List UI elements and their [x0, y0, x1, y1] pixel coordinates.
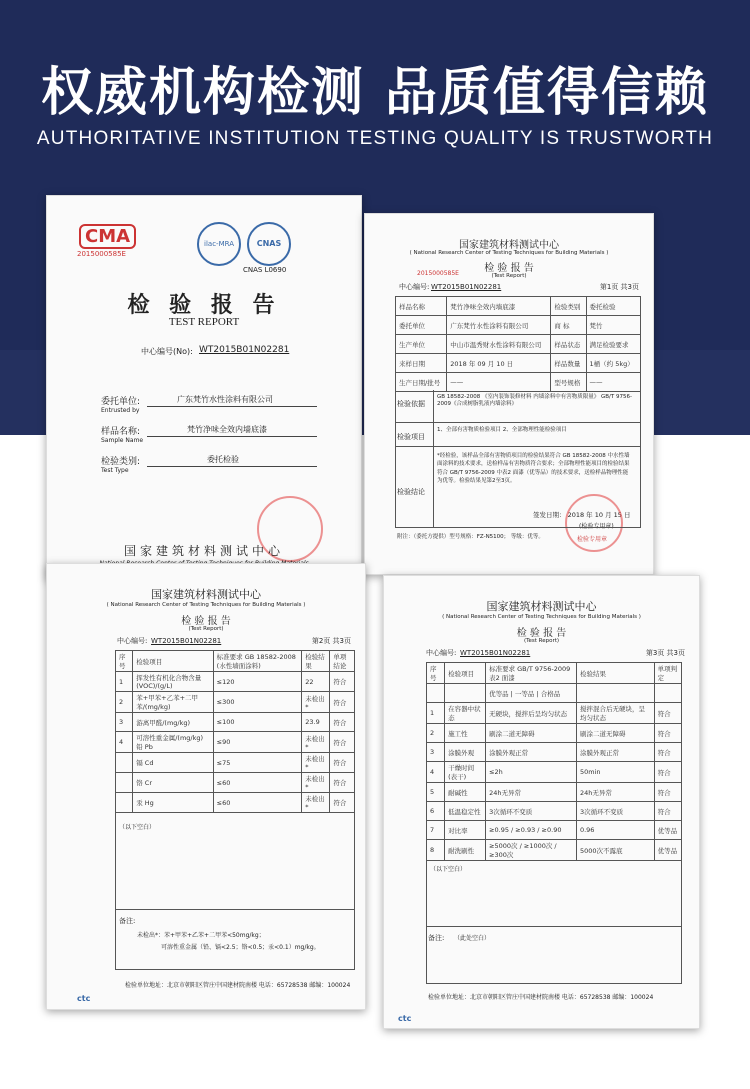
table-cell: 标准要求 GB 18582-2008 (水性墙面涂料) [213, 651, 302, 672]
p3-page: 第3页 共3页 [645, 649, 685, 657]
table-cell: 4 [116, 732, 133, 753]
table-cell: 检验项目 [445, 663, 486, 684]
center-no-label: 中心编号(No): [141, 347, 193, 356]
sample-value: 梵竹净味全效内墙底漆 [187, 425, 267, 434]
table-cell: 施工性 [445, 724, 486, 743]
table-row [396, 297, 641, 316]
table-cell: 样品状态 [551, 335, 586, 354]
cover-title: 检 验 报 告 [127, 292, 281, 318]
cnas-number: CNAS L0690 [243, 266, 287, 274]
table-cell: 符合 [654, 802, 681, 821]
table-cell: —— [447, 373, 551, 392]
p1-items-label: 检验项目 [397, 433, 425, 441]
table-cell: 无硬块，搅拌后呈均匀状态 [486, 703, 577, 724]
p1-org-en: ( National Research Center of Testing Techniques for Building Materials ) [409, 250, 609, 256]
table-cell: 符合 [330, 753, 355, 773]
table-cell: 未检出* [302, 753, 330, 773]
table-cell: 22 [302, 672, 330, 692]
p1-basis-label: 检验依据 [397, 400, 425, 408]
p2-org: 国家建筑材料测试中心 [151, 588, 261, 601]
table-cell: 镉 Cd [133, 753, 213, 773]
table-cell: 3次循环不变质 [486, 802, 577, 821]
p2-ctc-logo: ctc [77, 994, 91, 1003]
p1-title-en: (Test Report) [491, 273, 527, 279]
table-cell: 2018 年 09 月 10 日 [447, 354, 551, 373]
table-cell: 未检出* [302, 793, 330, 813]
entrusted-label-en: Entrusted by [101, 407, 140, 414]
cover-org: 国家建筑材料测试中心 [123, 544, 284, 558]
table-cell: 检验类别 [551, 297, 586, 316]
table-cell: 标准要求 GB/T 9756-2009 表2 面漆 [486, 663, 577, 684]
table-cell: 涂膜外观 [445, 743, 486, 762]
p3-org-en: ( National Research Center of Testing Techniques for Building Materials ) [442, 614, 641, 620]
table-cell: 干燥时间(表干) [445, 762, 486, 783]
table-cell: 游离甲醛/(mg/kg) [133, 713, 213, 732]
table-cell: 单项判定 [654, 663, 681, 684]
table-cell: 序号 [427, 663, 445, 684]
table-row [396, 316, 641, 335]
table-cell: 汞 Hg [133, 793, 213, 813]
table-cell: 符合 [330, 713, 355, 732]
table-cell: 广东梵竹水性涂料有限公司 [447, 316, 551, 335]
table-cell: 未检出* [302, 732, 330, 753]
table-cell: 5 [427, 783, 445, 802]
table-cell: 符合 [330, 773, 355, 793]
table-cell: ≥5000次 / ≥1000次 / ≥300次 [486, 840, 577, 861]
p3-title-en: (Test Report) [523, 638, 560, 644]
table-cell: 对比率 [445, 821, 486, 840]
p2-page: 第2页 共3页 [311, 637, 351, 645]
table-cell: 单项结论 [330, 651, 355, 672]
table-cell: 耐洗刷性 [445, 840, 486, 861]
table-cell: 商 标 [551, 316, 586, 335]
table-cell: ≤120 [213, 672, 302, 692]
p2-address: 检验单位地址：北京市朝阳区管庄中国建材院南楼 电话：65728538 邮编：100024 [125, 982, 351, 989]
table-row [396, 354, 641, 373]
p2-org-en: ( National Research Center of Testing Techniques for Building Materials ) [106, 602, 306, 608]
table-cell: 符合 [654, 743, 681, 762]
table-cell: 中山市温秀财水性涂料有限公司 [447, 335, 551, 354]
table-cell: 样品名称 [396, 297, 447, 316]
table-cell: ≤300 [213, 692, 302, 713]
table-cell: 1桶（约 5kg） [586, 354, 641, 373]
table-cell: 铬 Cr [133, 773, 213, 793]
table-cell: 1 [116, 672, 133, 692]
table-cell: 5000次不露底 [576, 840, 654, 861]
table-cell: 低温稳定性 [445, 802, 486, 821]
table-cell: 刷涂二道无障碍 [576, 724, 654, 743]
table-cell: 6 [427, 802, 445, 821]
table-cell: 4 [427, 762, 445, 783]
p1-cma-number: 2015000585E [417, 270, 459, 277]
table-cell: 24h无异常 [486, 783, 577, 802]
table-cell: ≤100 [213, 713, 302, 732]
p1-page: 第1页 共3页 [599, 283, 639, 291]
table-cell: 符合 [654, 783, 681, 802]
entrusted-label: 委托单位: [101, 397, 141, 407]
table-cell: 优等品 | 一等品 | 合格品 [486, 684, 577, 703]
p2-title: 检 验 报 告 [181, 616, 231, 627]
table-cell: 来样日期 [396, 354, 447, 373]
table-cell: —— [586, 373, 641, 392]
cma-number: 2015000585E [77, 250, 126, 258]
p3-no-label: 中心编号: [426, 649, 457, 657]
type-label-en: Test Type [101, 467, 129, 474]
table-cell: 委托检验 [586, 297, 641, 316]
table-cell: 3次循环不变质 [576, 802, 654, 821]
report-cover [46, 195, 362, 580]
p3-title: 检 验 报 告 [516, 628, 567, 639]
p2-note-2: 可溶性重金属（铅、镉<2.5；铬<0.5；汞<0.1）mg/kg。 [161, 944, 320, 951]
table-cell: 样品数量 [551, 354, 586, 373]
table-cell: ≤60 [213, 773, 302, 793]
p1-items: 1、全部有害物质检验项目 2、全部物理性能检验项目 [437, 427, 567, 433]
p1-conclusion: *经检验，该样品全部有害物质项目的检验结果符合 GB 18582-2008 中水性墙面涂料的技术要求，送检样品有害物质符合要求；全部物理性能项目的检验结果符合 GB/T 9756-2009 中表2 面漆（优等品）的技术要求，送检样品物理性能为优等。检验结果见第2至3页。 [437, 453, 630, 484]
p2-no-label: 中心编号: [117, 637, 148, 645]
table-cell: 苯+甲苯+乙苯+二甲苯/(mg/kg) [133, 692, 213, 713]
table-cell: 满足检验要求 [586, 335, 641, 354]
table-row [396, 373, 641, 392]
p1-no: WT2015B01N02281 [431, 283, 502, 291]
subheadline: AUTHORITATIVE INSTITUTION TESTING QUALITY IS TRUSTWORTH [36, 128, 714, 149]
table-cell: 检验项目 [133, 651, 213, 672]
table-cell: 耐碱性 [445, 783, 486, 802]
table-cell: 24h无异常 [576, 783, 654, 802]
table-cell: 未检出* [302, 773, 330, 793]
p2-blank: （以下空白） [119, 824, 156, 831]
table-cell: 7 [427, 821, 445, 840]
table-cell: 刷涂二道无障碍 [486, 724, 577, 743]
report-page-3 [383, 575, 700, 1029]
table-cell: 符合 [330, 692, 355, 713]
table-cell: 梵竹净味全效内墙底漆 [447, 297, 551, 316]
table-cell: 搅拌混合后无硬块，呈均匀状态 [576, 703, 654, 724]
table-cell: ≤90 [213, 732, 302, 753]
p2-title-en: (Test Report) [188, 626, 224, 632]
table-cell: 3 [427, 743, 445, 762]
table-cell: 符合 [330, 793, 355, 813]
p3-blank: （以下空白） [430, 866, 467, 873]
table-cell: ≥0.95 / ≥0.93 / ≥0.90 [486, 821, 577, 840]
table-cell: 符合 [654, 724, 681, 743]
table-cell: 委托单位 [396, 316, 447, 335]
table-cell: 23.9 [302, 713, 330, 732]
center-no: WT2015B01N02281 [199, 345, 290, 355]
headline: 权威机构检测 品质值得信赖 [40, 63, 710, 123]
cover-title-en: TEST REPORT [168, 316, 240, 328]
table-cell: 符合 [330, 732, 355, 753]
table-cell: 3 [116, 713, 133, 732]
table-cell: 2 [427, 724, 445, 743]
table-cell: 50min [576, 762, 654, 783]
table-cell: 符合 [654, 762, 681, 783]
sample-label: 样品名称: [101, 427, 141, 437]
p2-note-1: 未检出*：苯+甲苯+乙苯+二甲苯<50mg/kg； [137, 932, 265, 939]
p1-remark: 附注：（委托方提供）型号规格：FZ-N5100； 等级：优等。 [397, 534, 544, 540]
p1-title: 检 验 报 告 [484, 263, 534, 274]
p3-address: 检验单位地址：北京市朝阳区管庄中国建材院南楼 电话：65728538 邮编：100024 [428, 994, 654, 1001]
table-cell: 序号 [116, 651, 133, 672]
table-cell: 在容器中状态 [445, 703, 486, 724]
sample-label-en: Sample Name [101, 437, 144, 444]
type-label: 检验类别: [101, 457, 141, 467]
p3-ctc-logo: ctc [398, 1014, 412, 1023]
p3-no: WT2015B01N02281 [460, 649, 531, 657]
p1-sign-date: 签发日期： 2018 年 10 月 15 日 [533, 511, 631, 519]
table-cell: 挥发性有机化合物含量(VOC)/(g/L) [133, 672, 213, 692]
table-cell: 检验结果 [302, 651, 330, 672]
p3-note-label: 备注: [428, 934, 445, 942]
p1-info-table [395, 296, 641, 392]
p2-note-label: 备注: [119, 917, 136, 925]
table-cell: 符合 [654, 703, 681, 724]
table-cell: ≤75 [213, 753, 302, 773]
p1-no-label: 中心编号: [399, 283, 430, 291]
cma-logo: CMA [79, 224, 136, 249]
report-page-2 [46, 563, 366, 1010]
table-cell: 优等品 [654, 821, 681, 840]
type-value: 委托检验 [207, 455, 239, 464]
ilac-logo: ilac-MRA [197, 222, 241, 266]
p2-no: WT2015B01N02281 [151, 637, 222, 645]
p3-note-value: （此处空白） [454, 935, 491, 942]
report-page-1 [364, 213, 654, 575]
p1-basis: GB 18582-2008 《室内装饰装修材料 内墙涂料中有害物质限量》 GB/T 9756-2009《合成树脂乳液内墙涂料》 [437, 394, 632, 407]
cnas-logo: CNAS [247, 222, 291, 266]
p1-seal-text: 检验专用章 [577, 536, 608, 543]
table-cell: 优等品 [654, 840, 681, 861]
p1-sign-seal: (检验专用章) [579, 523, 614, 530]
table-cell: 8 [427, 840, 445, 861]
table-cell: 0.96 [576, 821, 654, 840]
p1-org: 国家建筑材料测试中心 [459, 240, 559, 251]
table-cell: 涂膜外观正常 [486, 743, 577, 762]
p1-conclusion-label: 检验结论 [397, 488, 425, 496]
table-cell: 涂膜外观正常 [576, 743, 654, 762]
table-cell: 可溶性重金属/(mg/kg) 铅 Pb [133, 732, 213, 753]
table-cell: ≤2h [486, 762, 577, 783]
table-cell: 生产日期/批号 [396, 373, 447, 392]
p3-org: 国家建筑材料测试中心 [486, 600, 597, 613]
table-cell: 生产单位 [396, 335, 447, 354]
table-cell: 2 [116, 692, 133, 713]
table-cell: ≤60 [213, 793, 302, 813]
table-cell: 检验结果 [576, 663, 654, 684]
table-cell: 1 [427, 703, 445, 724]
table-cell: 型号规格 [551, 373, 586, 392]
table-cell: 未检出* [302, 692, 330, 713]
table-row [396, 335, 641, 354]
table-cell: 符合 [330, 672, 355, 692]
entrusted-value: 广东梵竹水性涂料有限公司 [177, 395, 273, 404]
table-cell: 梵竹 [586, 316, 641, 335]
